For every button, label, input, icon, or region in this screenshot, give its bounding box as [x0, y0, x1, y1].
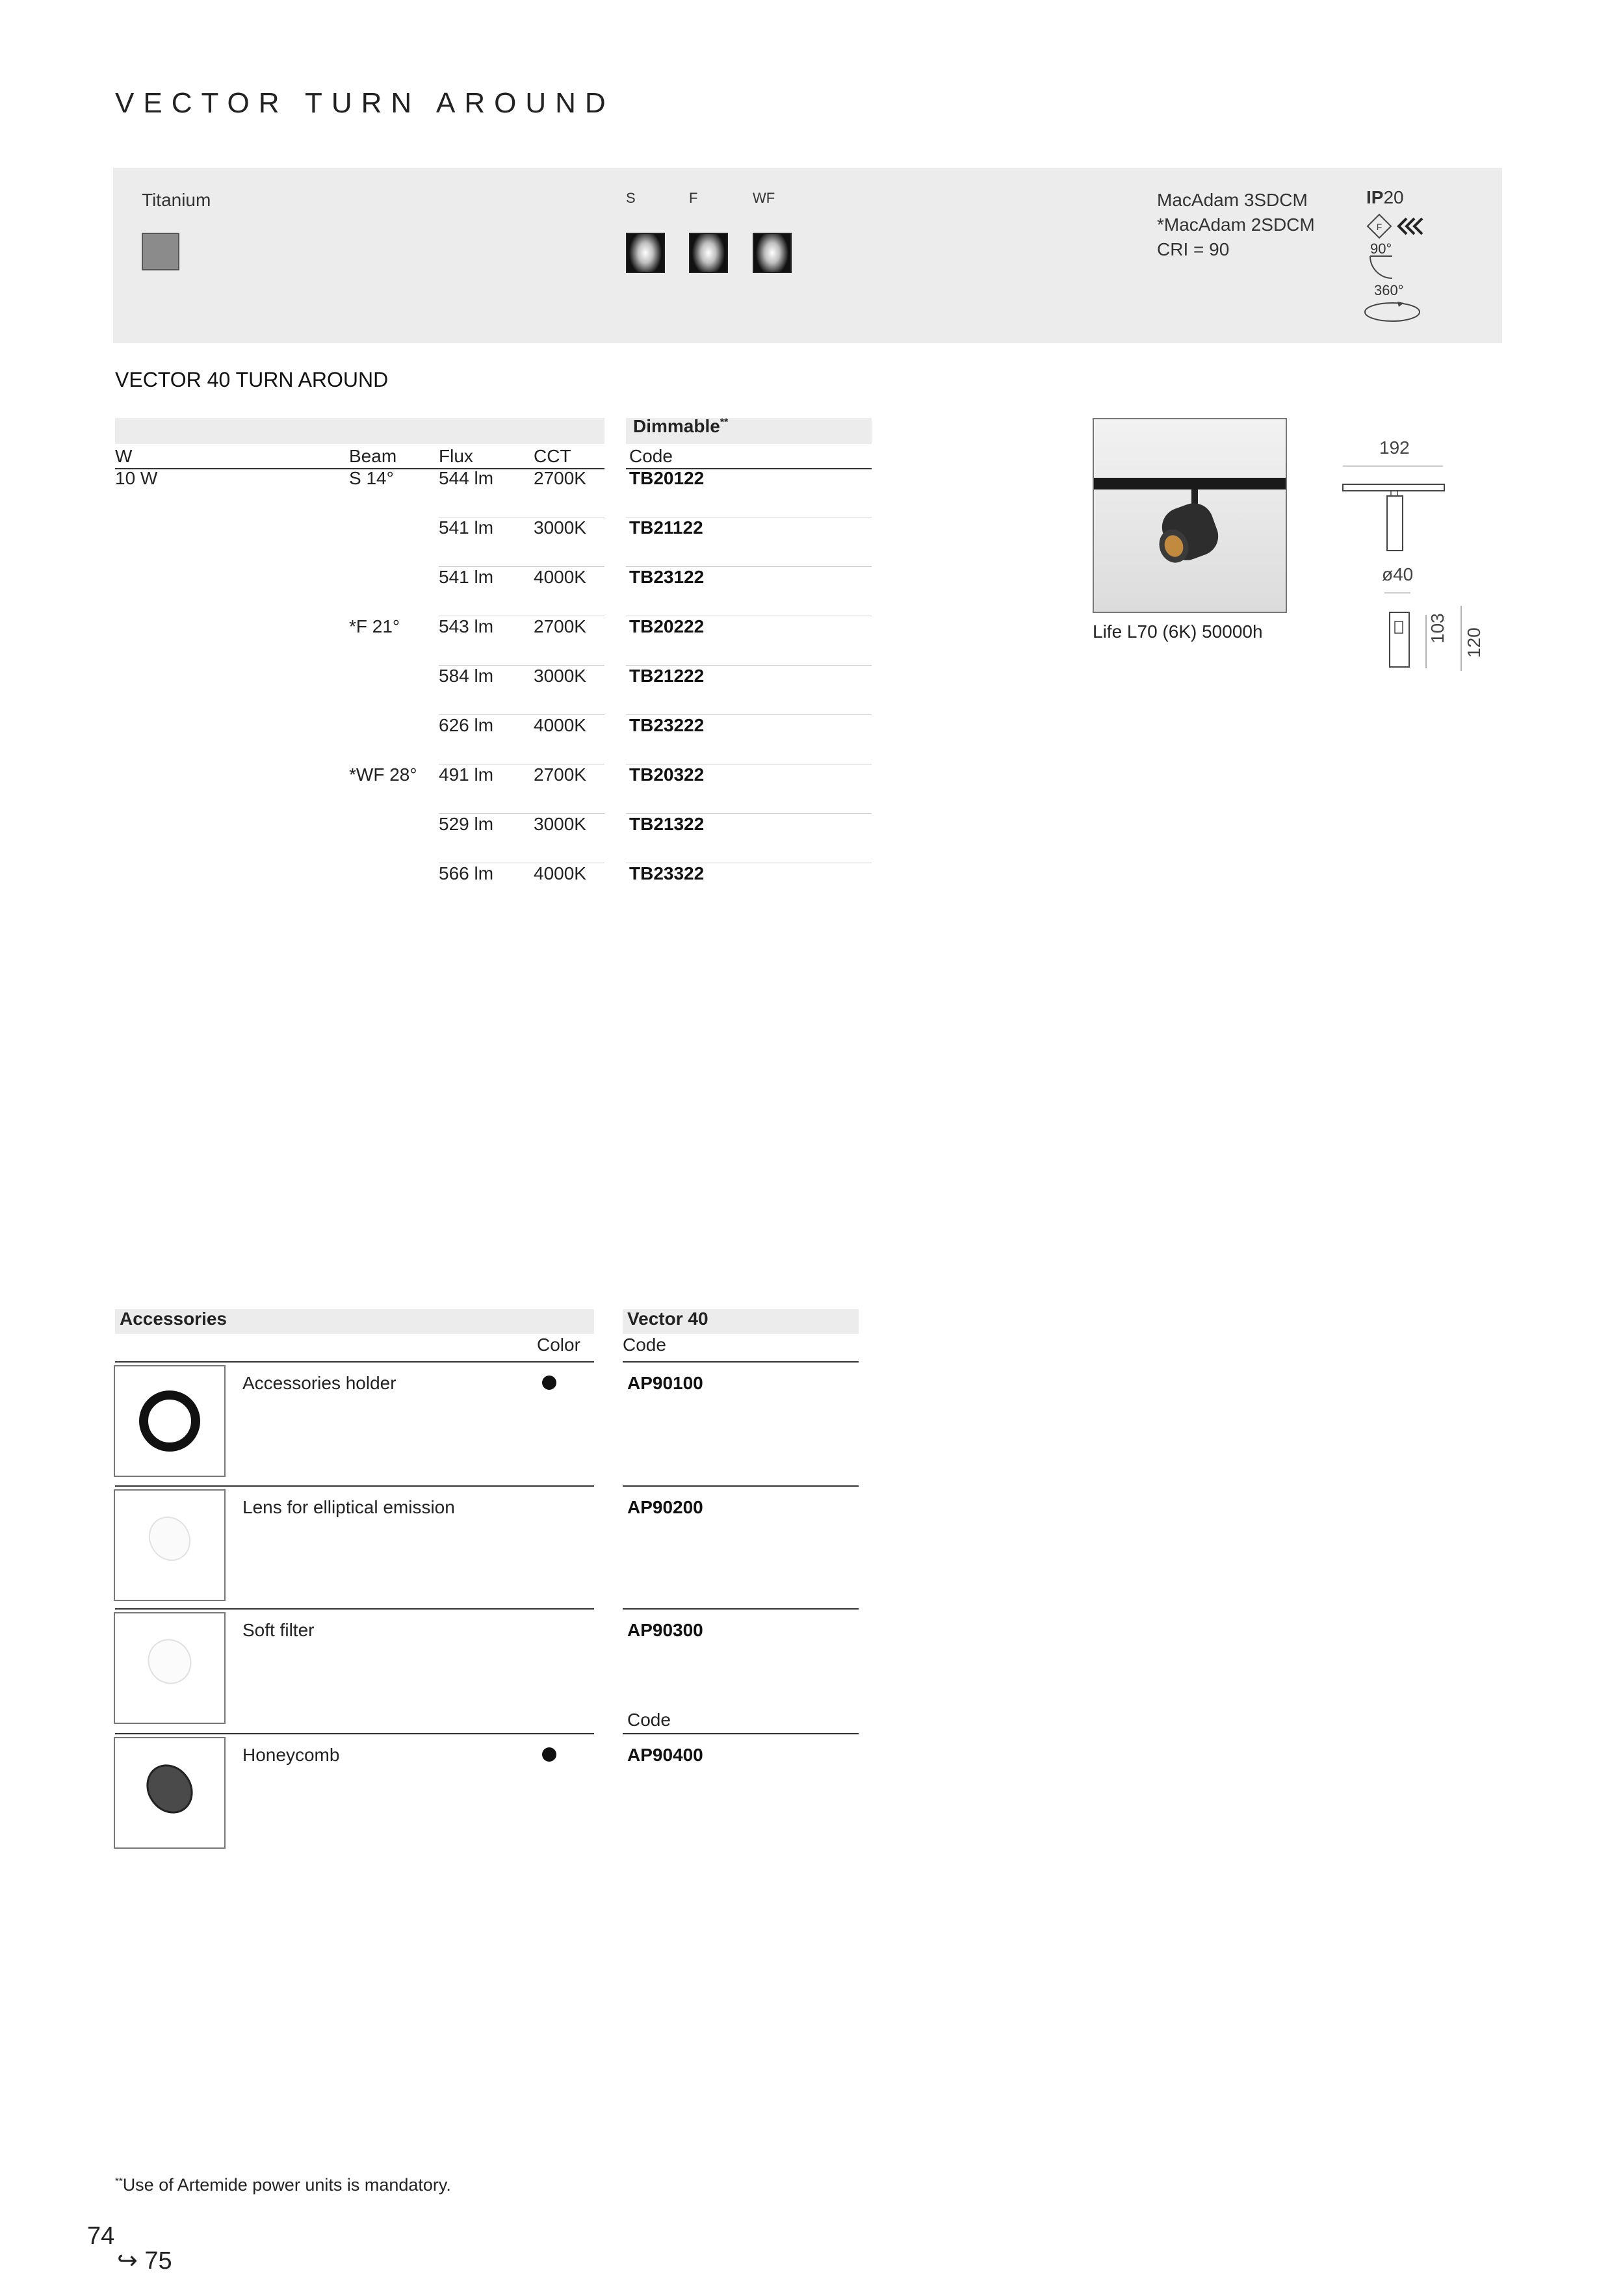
side-drawing: [1339, 465, 1449, 556]
row-code: TB23222: [629, 715, 705, 735]
row-beam: *WF 28°: [349, 764, 417, 785]
finish-swatch: [142, 233, 179, 270]
accessory-rule: [115, 1361, 594, 1363]
footnote: **Use of Artemide power units is mandatory.: [115, 2175, 451, 2195]
row-beam: *F 21°: [349, 616, 400, 636]
row-cct: 2700K: [534, 764, 586, 785]
rotation-icon: [1361, 299, 1426, 325]
col-header-w: W: [115, 446, 133, 466]
spec-macadam-alt: *MacAdam 2SDCM: [1157, 215, 1315, 235]
row-flux: 541 lm: [439, 517, 494, 538]
accessory-code-rule: [623, 1361, 859, 1363]
svg-text:F: F: [1376, 222, 1383, 232]
row-code: TB21122: [629, 517, 703, 538]
next-page-link[interactable]: ↪ 75: [117, 2247, 172, 2275]
row-wattage: 10 W: [115, 468, 158, 488]
ip-rating: IP20: [1366, 187, 1404, 207]
page-title: VECTOR TURN AROUND: [115, 87, 615, 119]
accessory-rule: [115, 1733, 594, 1734]
beam-icon-f: [689, 233, 728, 273]
row-flux: 584 lm: [439, 666, 494, 686]
accessory-rule: [115, 1608, 594, 1610]
row-cct: 4000K: [534, 863, 586, 883]
dimension-width: 192: [1379, 437, 1410, 458]
color-header: Color: [537, 1335, 580, 1355]
row-code: TB23122: [629, 567, 705, 587]
elliptical-lens-icon: [114, 1489, 226, 1601]
spec-cri: CRI = 90: [1157, 239, 1230, 259]
accessory-code-rule: [623, 1608, 859, 1610]
row-flux: 541 lm: [439, 567, 494, 587]
row-cct: 2700K: [534, 468, 586, 488]
product-photo: [1093, 418, 1287, 613]
accessory-name: Accessories holder: [242, 1373, 396, 1393]
holder-ring-icon: [114, 1365, 226, 1477]
dimmable-header: Dimmable**: [633, 416, 729, 436]
row-code: TB23322: [629, 863, 705, 883]
row-cct: 4000K: [534, 567, 586, 587]
row-cct: 4000K: [534, 715, 586, 735]
row-code: TB21322: [629, 814, 705, 834]
accessory-code: AP90400: [627, 1745, 703, 1765]
row-flux: 543 lm: [439, 616, 494, 636]
accessory-rule: [115, 1485, 594, 1487]
col-header-code: Code: [629, 446, 673, 466]
spec-macadam: MacAdam 3SDCM: [1157, 190, 1308, 210]
beam-label-s: S: [626, 190, 636, 206]
dimension-height-1: 103: [1427, 613, 1448, 644]
row-cct: 3000K: [534, 666, 586, 686]
accessory-code-rule: [623, 1733, 859, 1734]
row-cct: 3000K: [534, 814, 586, 834]
rotation-angle: 360°: [1374, 282, 1404, 298]
accessory-name: Soft filter: [242, 1620, 315, 1640]
accessory-code: AP90100: [627, 1373, 703, 1393]
beam-label-wf: WF: [753, 190, 775, 206]
accessory-name: Honeycomb: [242, 1745, 340, 1765]
tilt-angle: 90°: [1370, 241, 1392, 257]
row-code: TB20222: [629, 616, 705, 636]
life-rating: Life L70 (6K) 50000h: [1093, 621, 1263, 642]
spotlight-image: [1094, 419, 1287, 613]
accessory-name: Lens for elliptical emission: [242, 1497, 455, 1517]
black-color-dot: [542, 1376, 556, 1390]
tilt-icon: [1366, 255, 1405, 281]
row-code: TB20122: [629, 468, 705, 488]
row-cct: 3000K: [534, 517, 586, 538]
page-number: 74: [87, 2223, 115, 2250]
accessory-code: AP90200: [627, 1497, 703, 1517]
arrow-icon: ↪: [117, 2247, 138, 2275]
row-code: TB21222: [629, 666, 705, 686]
row-code: TB20322: [629, 764, 705, 785]
row-flux: 626 lm: [439, 715, 494, 735]
beam-icon-s: [626, 233, 665, 273]
accessories-code-header: Code: [623, 1335, 666, 1355]
soft-filter-icon: [114, 1612, 226, 1724]
table-header-band: [115, 418, 604, 444]
honeycomb-icon: [114, 1737, 226, 1849]
accessory-code: AP90300: [627, 1620, 703, 1640]
dimension-height-2: 120: [1464, 627, 1484, 658]
row-flux: 544 lm: [439, 468, 494, 488]
beam-label-f: F: [689, 190, 698, 206]
row-flux: 529 lm: [439, 814, 494, 834]
col-header-cct: CCT: [534, 446, 571, 466]
row-flux: 491 lm: [439, 764, 494, 785]
row-cct: 2700K: [534, 616, 586, 636]
accessory-code-rule: [623, 1485, 859, 1487]
col-header-beam: Beam: [349, 446, 397, 466]
row-beam: S 14°: [349, 468, 394, 488]
finish-label: Titanium: [142, 190, 211, 210]
dimension-diameter: ø40: [1382, 564, 1414, 584]
spec-panel: [113, 168, 1502, 343]
row-flux: 566 lm: [439, 863, 494, 883]
black-color-dot: [542, 1747, 556, 1762]
accessories-code-header-2: Code: [627, 1710, 671, 1730]
col-header-flux: Flux: [439, 446, 473, 466]
section-title: VECTOR 40 TURN AROUND: [115, 368, 389, 391]
beam-icon-wf: [753, 233, 792, 273]
accessories-header: Accessories: [120, 1309, 227, 1329]
vector-header: Vector 40: [627, 1309, 708, 1329]
ip-symbols-icon: [1366, 213, 1438, 242]
